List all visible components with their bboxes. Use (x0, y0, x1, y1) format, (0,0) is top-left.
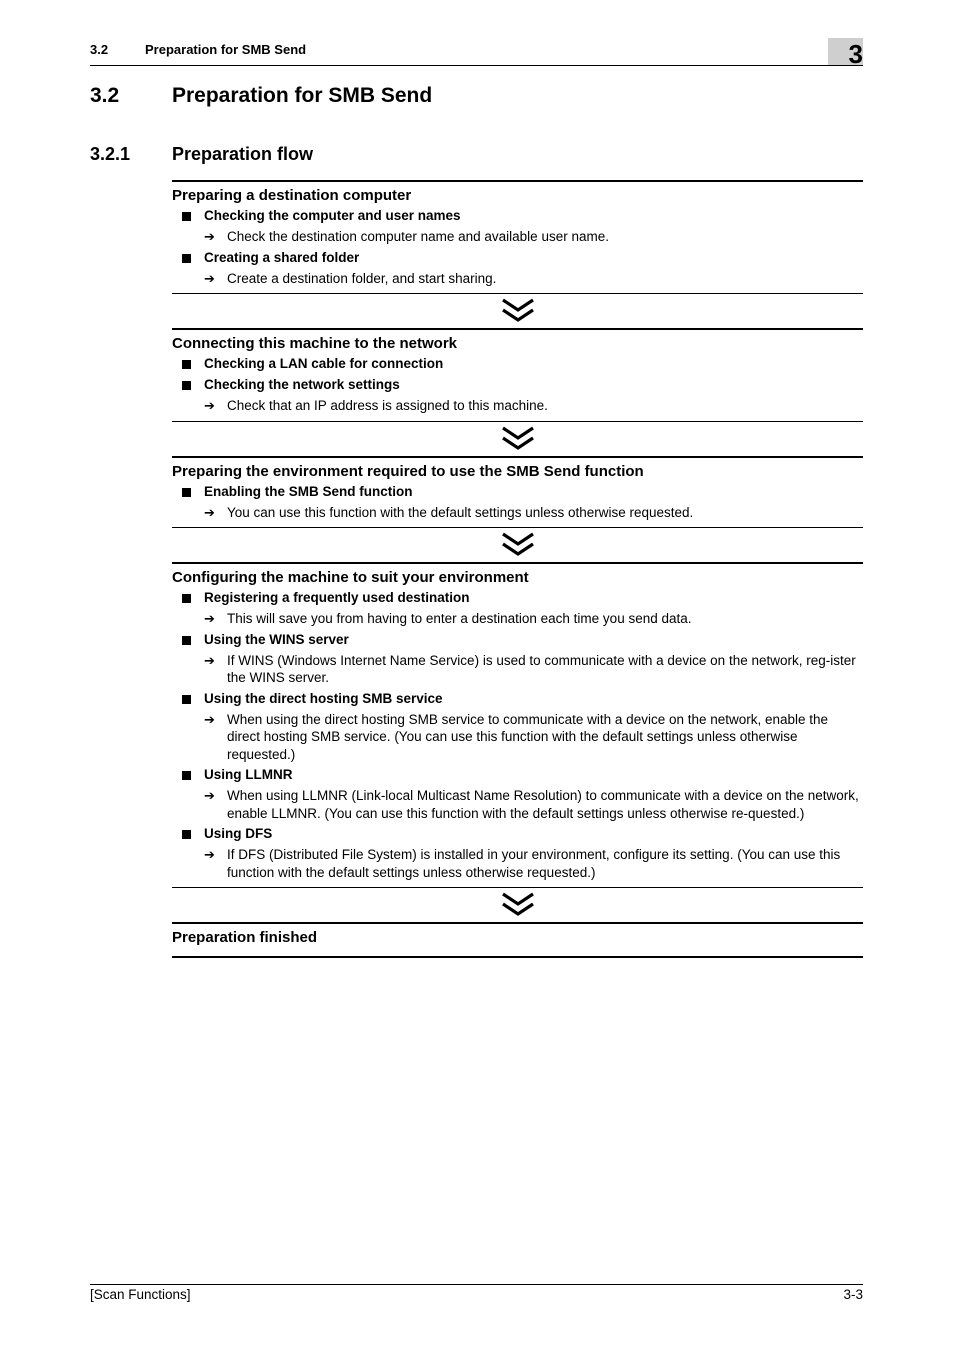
checklist-item-label: Registering a frequently used destination (204, 590, 470, 605)
subsection-number: 3.2.1 (90, 144, 131, 164)
checklist-detail-text: If DFS (Distributed File System) is installed in your environment, configure its setting. (You can use this function with the default settings unless otherwise requested.) (227, 847, 841, 880)
square-bullet-icon (182, 488, 191, 497)
square-bullet-icon (182, 636, 191, 645)
right-arrow-icon: ➔ (204, 652, 215, 668)
flow-step (172, 180, 863, 294)
square-bullet-icon (182, 594, 191, 603)
checklist-detail (172, 787, 863, 822)
checklist-item-label: Using DFS (204, 826, 273, 841)
step-title: Configuring the machine to suit your environment (172, 569, 529, 586)
checklist-item (172, 207, 863, 225)
page-number: 3-3 (843, 1287, 863, 1302)
checklist-detail-text: When using the direct hosting SMB service to communicate with a device on the network, enable the direct hosting SMB service. (You can use this function with the default settings unless otherwise requested.) (227, 711, 829, 762)
square-bullet-icon (182, 360, 191, 369)
flow-step (172, 922, 863, 958)
right-arrow-icon: ➔ (204, 847, 215, 862)
checklist-detail-text: Check the destination computer name and available user name. (227, 229, 609, 244)
checklist-item (172, 825, 863, 843)
checklist-item-label: Using the WINS server (204, 631, 349, 647)
checklist-item (172, 766, 863, 784)
checklist-detail-text: Check that an IP address is assigned to this machine. (227, 398, 548, 413)
section-number: 3.2 (90, 84, 120, 107)
checklist-detail (172, 397, 863, 415)
flow-step (172, 328, 863, 422)
right-arrow-icon: ➔ (204, 611, 215, 626)
double-chevron-down-icon (172, 422, 863, 456)
checklist-item (172, 355, 863, 373)
checklist-item-label: Creating a shared folder (204, 249, 360, 265)
header-section-number: 3.2 (90, 42, 109, 57)
square-bullet-icon (182, 771, 191, 780)
right-arrow-icon: ➔ (204, 398, 215, 413)
step-title: Preparing a destination computer (172, 187, 412, 204)
footer-manual-name: [Scan Functions] (90, 1287, 191, 1302)
checklist-item-label: Checking the computer and user names (204, 208, 461, 223)
double-chevron-down-icon (172, 294, 863, 328)
flow-step (172, 456, 863, 529)
square-bullet-icon (182, 254, 191, 263)
checklist-detail (172, 270, 863, 288)
checklist-detail (172, 711, 863, 764)
preparation-flow (172, 180, 863, 958)
checklist-detail-text: This will save you from having to enter a destination each time you send data. (227, 611, 692, 626)
checklist-item (172, 631, 863, 649)
subsection-title: Preparation flow (172, 144, 314, 164)
checklist-detail-text: When using LLMNR (Link-local Multicast Name Resolution) to communicate with a device on the network, enable LLMNR. (You can use this function with the default settings unless otherwise re-quested.) (227, 788, 859, 821)
checklist-item-label: Checking a LAN cable for connection (204, 356, 444, 371)
right-arrow-icon: ➔ (204, 504, 215, 520)
square-bullet-icon (182, 212, 191, 221)
checklist-detail (172, 652, 863, 687)
checklist-detail-text: If WINS (Windows Internet Name Service) is used to communicate with a device on the network, reg-ister the WINS server. (227, 652, 856, 685)
checklist-item-label: Checking the network settings (204, 377, 400, 392)
header-divider (90, 65, 863, 66)
section-title: Preparation for SMB Send (172, 84, 433, 107)
checklist-detail-text: You can use this function with the default settings unless otherwise requested. (227, 504, 694, 520)
checklist-item (172, 589, 863, 607)
checklist-item (172, 376, 863, 394)
checklist-item-label: Using the direct hosting SMB service (204, 690, 443, 706)
checklist-item (172, 483, 863, 501)
chapter-number: 3 (848, 39, 863, 69)
footer-divider (90, 1284, 863, 1285)
checklist-item (172, 249, 863, 267)
checklist-item-label: Enabling the SMB Send function (204, 483, 413, 499)
step-title: Preparing the environment required to use the SMB Send function (172, 462, 644, 480)
double-chevron-down-icon (172, 528, 863, 562)
square-bullet-icon (182, 830, 191, 839)
square-bullet-icon (182, 381, 191, 390)
checklist-detail (172, 504, 863, 522)
double-chevron-down-icon (172, 888, 863, 922)
checklist-detail (172, 846, 863, 881)
square-bullet-icon (182, 695, 191, 704)
step-title: Connecting this machine to the network (172, 335, 458, 352)
checklist-detail (172, 228, 863, 246)
checklist-detail-text: Create a destination folder, and start sharing. (227, 270, 497, 286)
checklist-item (172, 690, 863, 708)
right-arrow-icon: ➔ (204, 711, 215, 727)
checklist-item-label: Using LLMNR (204, 767, 293, 782)
step-title: Preparation finished (172, 929, 318, 946)
flow-step (172, 562, 863, 888)
checklist-detail (172, 610, 863, 628)
right-arrow-icon: ➔ (204, 229, 215, 244)
header-section-title: Preparation for SMB Send (145, 42, 307, 57)
right-arrow-icon: ➔ (204, 788, 215, 803)
right-arrow-icon: ➔ (204, 270, 215, 286)
